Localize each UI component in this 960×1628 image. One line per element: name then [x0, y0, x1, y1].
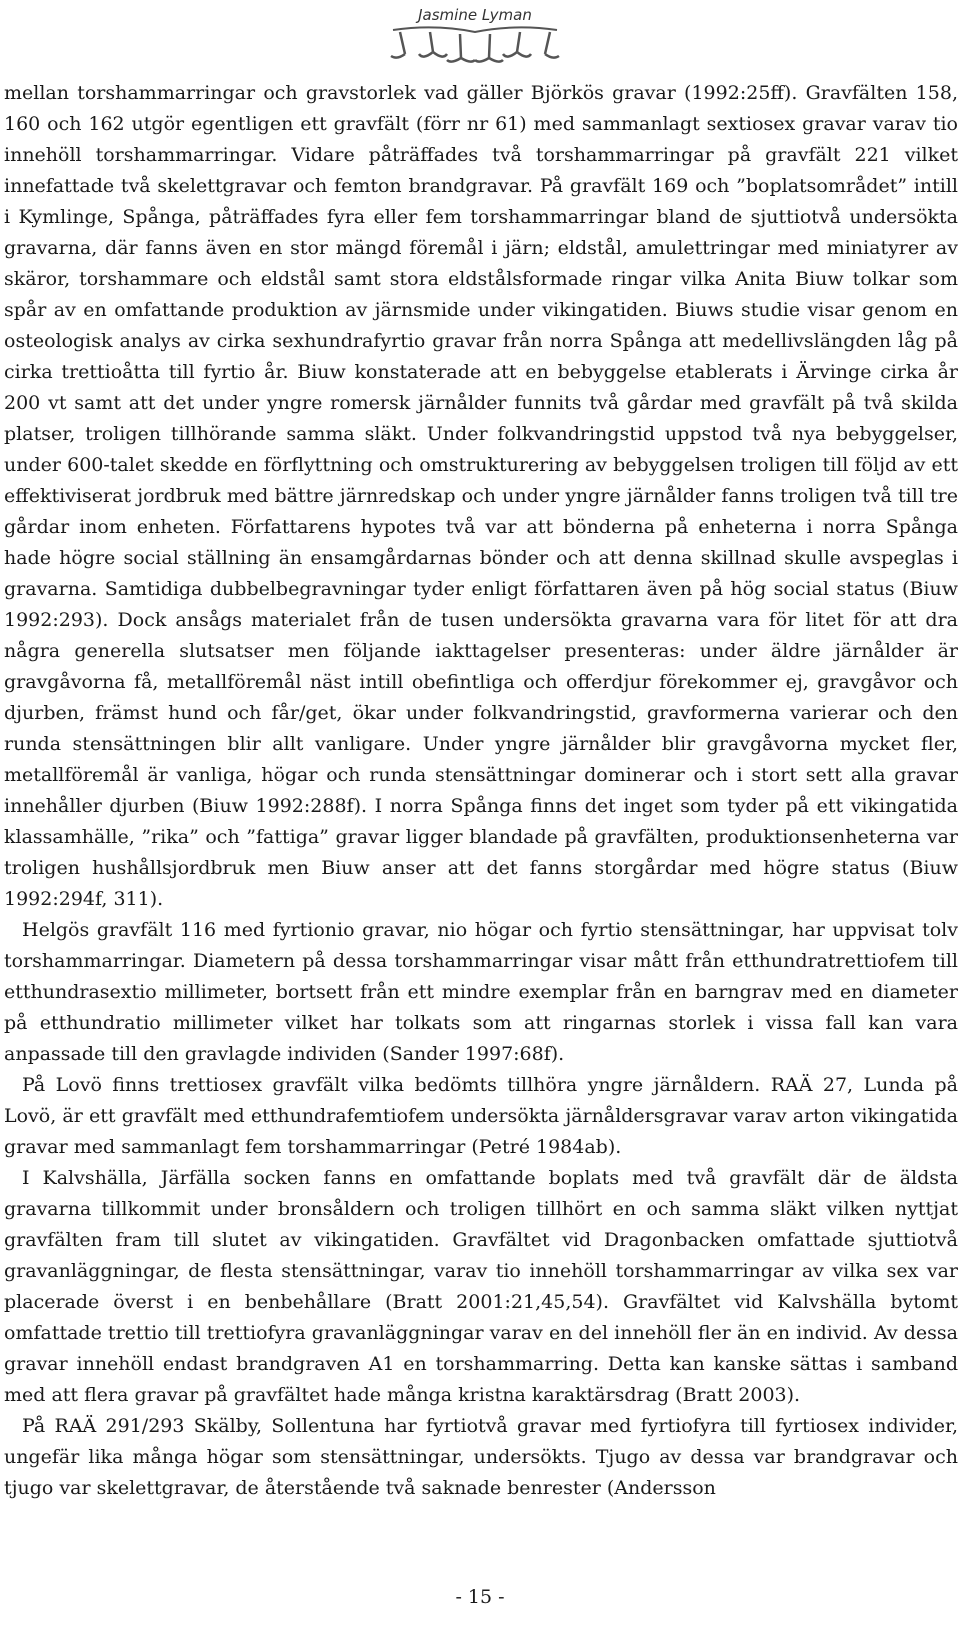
paragraph: På RAÄ 291/293 Skälby, Sollentuna har fyrtiotvå gravar med fyrtiofyra till fyrtiosex individer, ungefär lika många högar som stensättningar, undersökts. Tjugo av dessa var brandgravar och tjugo var skelettgravar, de återstående två saknade benrester (Andersson [4, 1415, 958, 1499]
paragraph: I Kalvshälla, Järfälla socken fanns en omfattande boplats med två gravfält där de äldsta gravarna tillkommit under bronsåldern och troligen tillhört en och samma släkt vilken nyttjat gravfälten fram till slutet av vikingatiden. Gravfältet vid Dragonbacken omfattade sjuttiotvå gravanläggningar, de flesta stensättningar, varav tio innehöll torshammarringar av vilka sex var placerade överst i en benbehållare (Bratt 2001:21,45,54). Gravfältet vid Kalvshälla bytomt omfattade trettio till trettiofyra gravanläggningar varav en del innehöll fler än en individ. Av dessa gravar innehöll endast brandgraven A1 en torshammarring. Detta kan kanske sättas i samband med att flera gravar på gravfältet hade många kristna karaktärsdrag (Bratt 2003). [4, 1167, 958, 1406]
header-logo [375, 2, 575, 68]
logo-text: Jasmine Lyman [418, 6, 532, 24]
logo-graphic [375, 2, 575, 68]
paragraph: mellan torshammarringar och gravstorlek vad gäller Björkös gravar (1992:25ff). Gravfälten 158, 160 och 162 utgör egentligen ett gravfält (förr nr 61) med sammanlagt sextiosex gravar varav tio innehöll torshammarringar. Vidare påträffades två torshammarringar på gravfält 221 vilket innefattade två skelettgravar och femton brandgravar. På gravfält 169 och ”boplatsområdet” intill i Kymlinge, Spånga, påträffades fyra eller fem torshammarringar bland de sjuttiotvå undersökta gravarna, där fanns även en stor mängd föremål i järn; eldstål, amulettringar med miniatyrer av skäror, torshammare och eldstål samt stora eldstålsformade ringar vilka Anita Biuw tolkar som spår av en omfattande produktion av järnsmide under vikingatiden. Biuws studie visar genom en osteologisk analys av cirka sexhundrafyrtio gravar från norra Spånga att medellivslängden låg på cirka trettioåtta till fyrtio år. Biuw konstaterade att en bebyggelse etablerats i Ärvinge cirka år 200 vt samt att det under yngre romersk järnålder funnits två gårdar med gravfält på två skilda platser, troligen tillhörande samma släkt. Under folkvandringstid uppstod två nya bebyggelser, under 600-talet skedde en förflyttning och omstrukturering av bebyggelsen troligen till följd av ett effektiviserat jordbruk med bättre järnredskap och under yngre järnålder fanns troligen två till tre gårdar inom enheten. Författarens hypotes två var att bönderna på enheterna i norra Spånga hade högre social ställning än ensamgårdarnas bönder och att denna skillnad skulle avspeglas i gravarna. Samtidiga dubbelbegravningar tyder enligt författaren även på hög social status (Biuw 1992:293). Dock ansågs materialet från de tusen undersökta gravarna vara för litet för att dra några generella slutsatser men följande iakttagelser presenteras: under äldre järnålder är gravgåvorna få, metallföremål näst intill obefintliga och offerdjur förekommer ej, gravgåvor och djurben, främst hund och får/get, ökar under folkvandringstid, gravformerna varierar och den runda stensättningen blir allt vanligare. Under yngre järnålder blir gravgåvorna mycket fler, metallföremål är vanliga, högar och runda stensättningar dominerar och i stort sett alla gravar innehåller djurben (Biuw 1992:288f). I norra Spånga finns det inget som tyder på ett vikingatida klassamhälle, ”rika” och ”fattiga” gravar ligger blandade på gravfälten, produktionsenheterna var troligen hushållsjordbruk men Biuw anser att det fanns storgårdar med högre status (Biuw 1992:294f, 311). [4, 82, 958, 910]
page-number: - 15 - [455, 1586, 505, 1608]
paragraph: På Lovö finns trettiosex gravfält vilka bedömts tillhöra yngre järnåldern. RAÄ 27, Lunda på Lovö, är ett gravfält med etthundrafemtiofem undersökta järnåldersgravar varav arton vikingatida gravar med sammanlagt fem torshammarringar (Petré 1984ab). [4, 1074, 958, 1158]
paragraph: Helgös gravfält 116 med fyrtionio gravar, nio högar och fyrtio stensättningar, har uppvisat tolv torshammarringar. Diametern på dessa torshammarringar visar mått från etthundratrettiofem till etthundrasextio millimeter, bortsett från ett mindre exemplar från en barngrav med en diameter på etthundratio millimeter vilket har tolkats som att ringarnas storlek i vissa fall kan vara anpassade till den gravlagde individen (Sander 1997:68f). [4, 919, 958, 1065]
body-text [4, 78, 958, 1504]
